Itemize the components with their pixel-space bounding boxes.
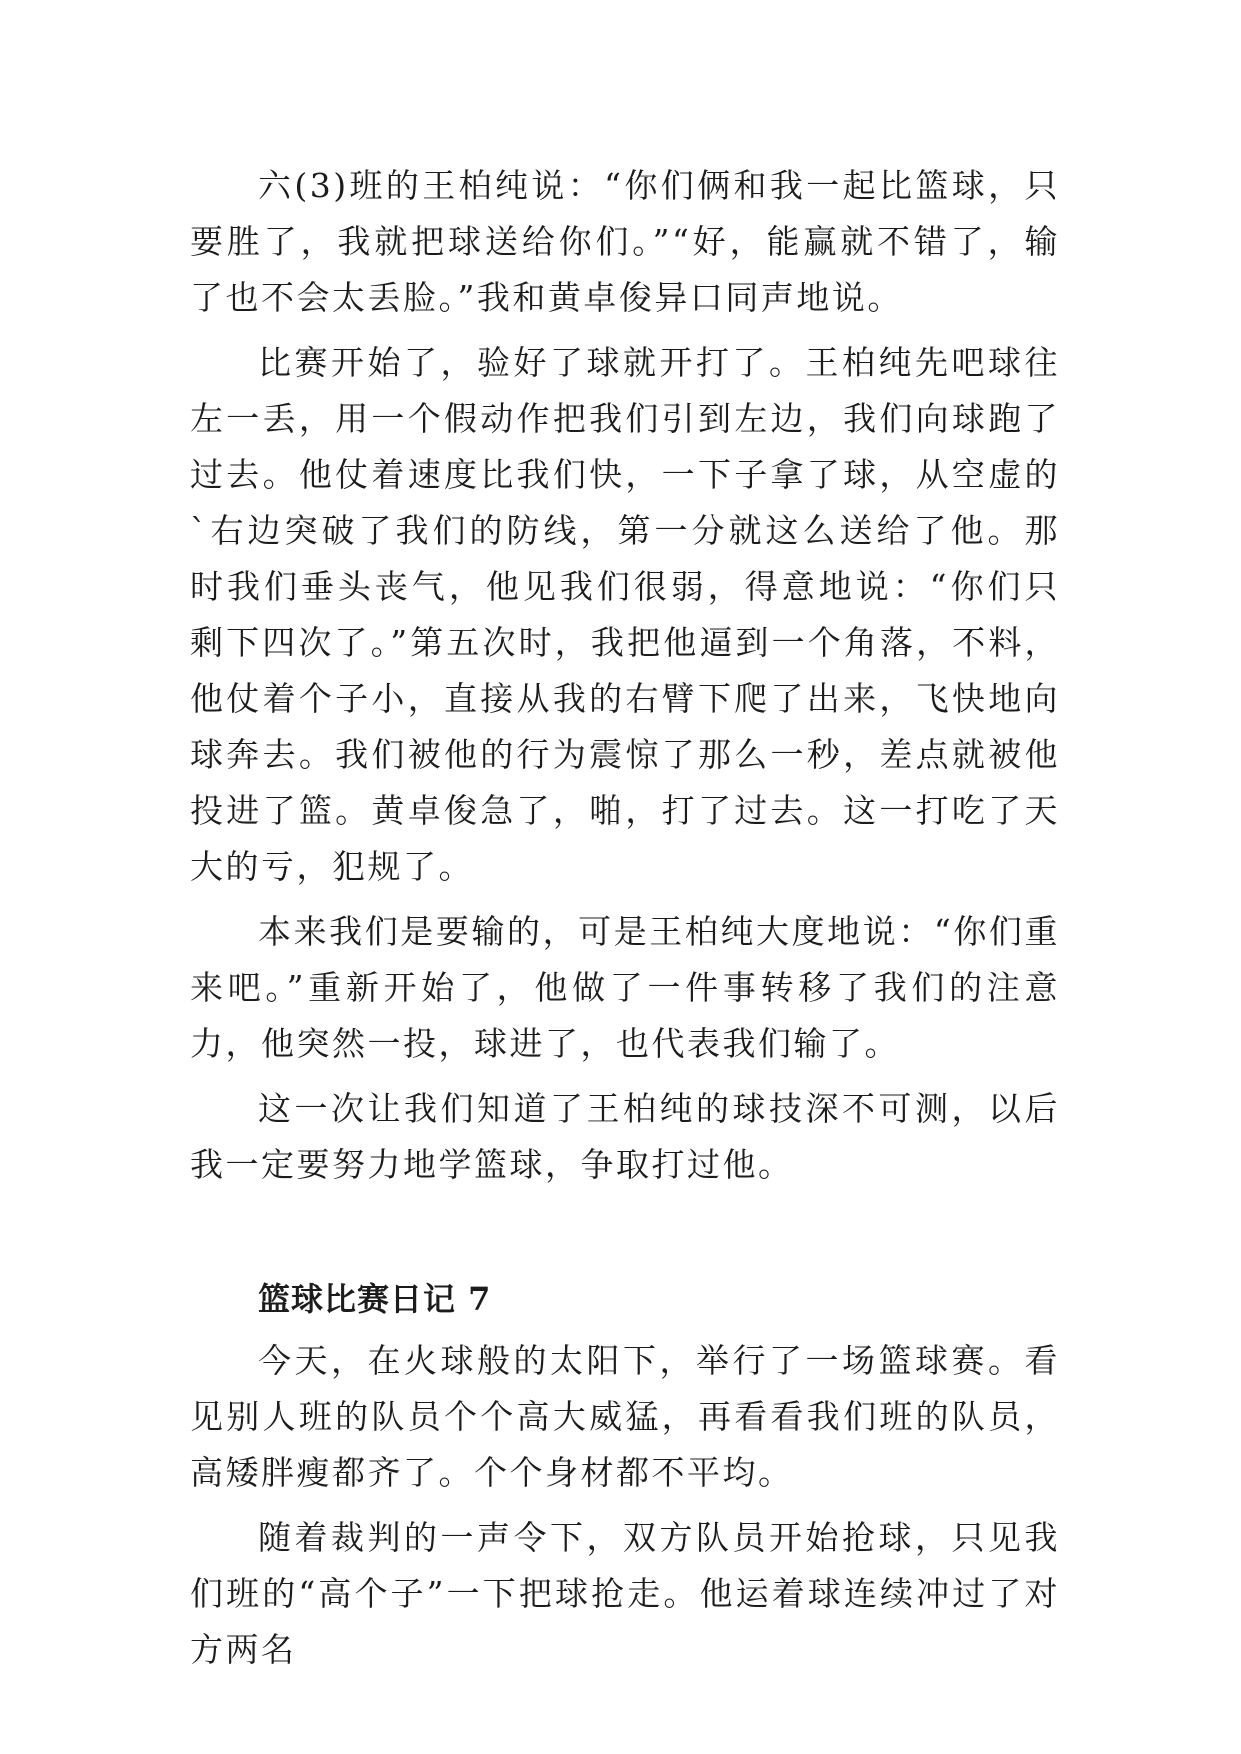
document-body [190, 158, 1060, 1687]
paragraph: 今天，在火球般的太阳下，举行了一场篮球赛。看见别人班的队员个个高大威猛，再看看我们班的队员，高矮胖瘦都齐了。个个身材都不平均。 [190, 1341, 1060, 1492]
paragraph: 六(3)班的王柏纯说：“你们俩和我一起比篮球，只要胜了，我就把球送给你们。”“好，能赢就不错了，输了也不会太丢脸。”我和黄卓俊异口同声地说。 [190, 166, 1060, 317]
paragraph: 这一次让我们知道了王柏纯的球技深不可测，以后我一定要努力地学篮球，争取打过他。 [190, 1089, 1060, 1184]
paragraph: 本来我们是要输的，可是王柏纯大度地说：“你们重来吧。”重新开始了，他做了一件事转移了我们的注意力，他突然一投，球进了，也代表我们输了。 [190, 912, 1060, 1063]
paragraph: 随着裁判的一声令下，双方队员开始抢球，只见我们班的“高个子”一下把球抢走。他运着球连续冲过了对方两名 [190, 1518, 1060, 1669]
section-title: 篮球比赛日记 7 [258, 1280, 492, 1318]
paragraph: 比赛开始了，验好了球就开打了。王柏纯先吧球往左一丢，用一个假动作把我们引到左边，我们向球跑了过去。他仗着速度比我们快，一下子拿了球，从空虚的`右边突破了我们的防线，第一分就这么送给了他。那时我们垂头丧气，他见我们很弱，得意地说：“你们只剩下四次了。”第五次时，我把他逼到一个角落，不料，他仗着个子小，直接从我的右臂下爬了出来，飞快地向球奔去。我们被他的行为震惊了那么一秒，差点就被他投进了篮。黄卓俊急了，啪，打了过去。这一打吃了天大的亏，犯规了。 [190, 343, 1060, 886]
